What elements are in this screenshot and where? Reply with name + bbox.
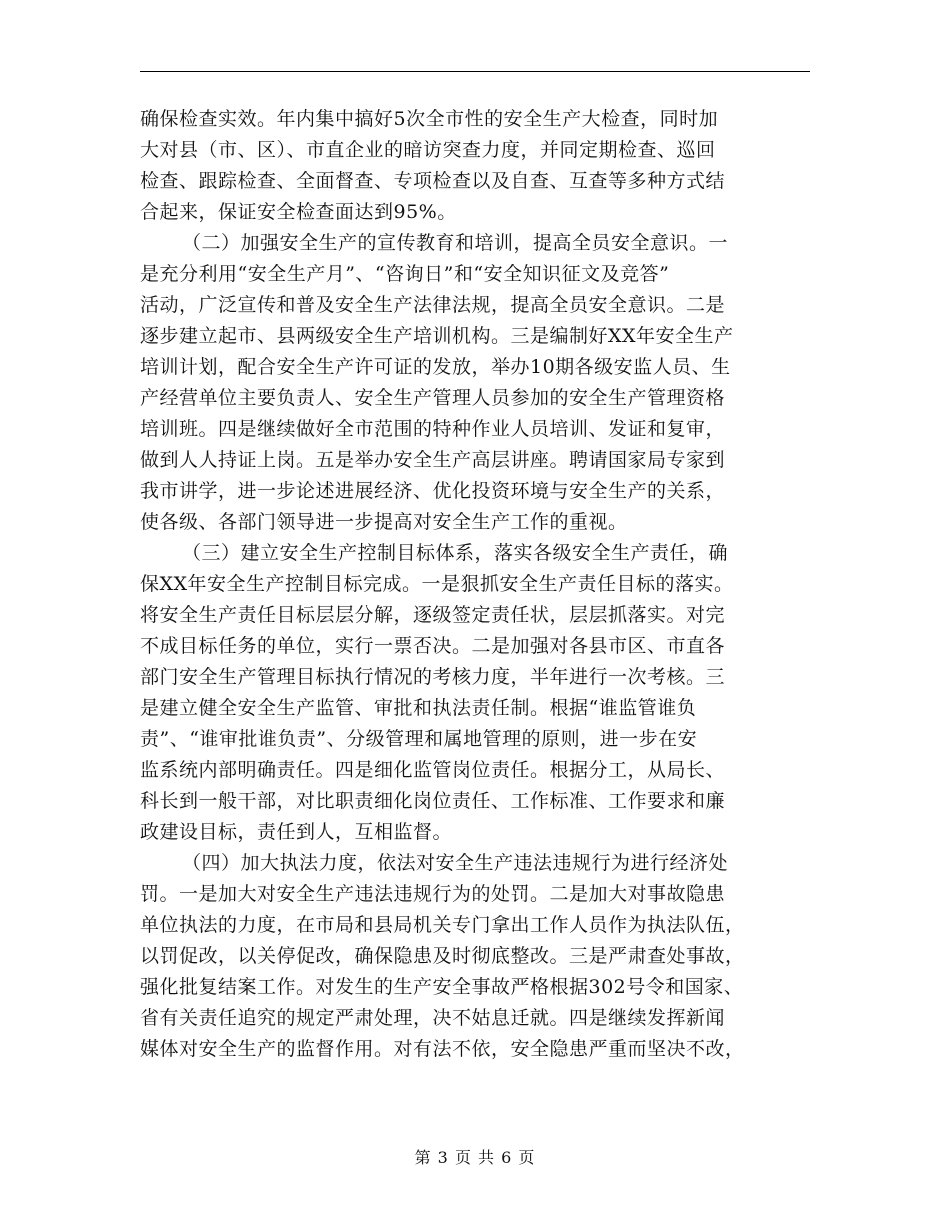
text-line: 强化批复结案工作。对发生的生产安全事故严格根据302号令和国家、 bbox=[140, 976, 744, 998]
text-line: 责”、“谁审批谁负责”、分级管理和属地管理的原则，进一步在安 bbox=[140, 728, 698, 750]
text-line: 确保检查实效。年内集中搞好5次全市性的安全生产大检查，同时加 bbox=[140, 108, 719, 130]
text-line: 我市讲学，进一步论述进展经济、优化投资环境与安全生产的关系， bbox=[140, 480, 726, 502]
text-line: 活动，广泛宣传和普及安全生产法律法规，提高全员安全意识。二是 bbox=[140, 294, 726, 316]
text-line: （三）建立安全生产控制目标体系，落实各级安全生产责任，确 bbox=[182, 542, 729, 564]
text-line: 保XX年安全生产控制目标完成。一是狠抓安全生产责任目标的落实。 bbox=[140, 573, 734, 595]
text-line: 培训班。四是继续做好全市范围的特种作业人员培训、发证和复审， bbox=[140, 418, 726, 440]
text-line: 做到人人持证上岗。五是举办安全生产高层讲座。聘请国家局专家到 bbox=[140, 449, 726, 471]
text-line: 不成目标任务的单位，实行一票否决。二是加强对各县市区、市直各 bbox=[140, 635, 726, 657]
text-line: 培训计划，配合安全生产许可证的发放，举办10期各级安监人员、生 bbox=[140, 356, 731, 378]
text-line: 大对县（市、区）、市直企业的暗访突查力度，并同定期检查、巡回 bbox=[140, 139, 716, 161]
text-line: 逐步建立起市、县两级安全生产培训机构。三是编制好XX年安全生产 bbox=[140, 325, 734, 347]
document-body bbox=[140, 104, 810, 1065]
text-line: 将安全生产责任目标层层分解，逐级签定责任状，层层抓落实。对完 bbox=[140, 604, 726, 626]
text-line: 是充分利用“安全生产月”、“咨询日”和“安全知识征文及竞答” bbox=[140, 263, 670, 285]
text-line: 罚。一是加大对安全生产违法违规行为的处罚。二是加大对事故隐患 bbox=[140, 883, 726, 905]
text-line: （二）加强安全生产的宣传教育和培训，提高全员安全意识。一 bbox=[182, 232, 729, 254]
text-line: 政建设目标，责任到人，互相监督。 bbox=[140, 821, 453, 843]
text-line: 单位执法的力度，在市局和县局机关专门拿出工作人员作为执法队伍， bbox=[140, 914, 745, 936]
text-line: 合起来，保证安全检查面达到95%。 bbox=[140, 201, 457, 223]
text-line: 科长到一般干部，对比职责细化岗位责任、工作标准、工作要求和廉 bbox=[140, 790, 726, 812]
text-line: 省有关责任追究的规定严肃处理，决不姑息迁就。四是继续发挥新闻 bbox=[140, 1007, 726, 1029]
text-line: 媒体对安全生产的监督作用。对有法不依，安全隐患严重而坚决不改， bbox=[140, 1038, 745, 1060]
text-line: 检查、跟踪检查、全面督查、专项检查以及自查、互查等多种方式结 bbox=[140, 170, 726, 192]
header-rule bbox=[140, 71, 810, 72]
text-line: 监系统内部明确责任。四是细化监管岗位责任。根据分工，从局长、 bbox=[140, 759, 726, 781]
text-line: 是建立健全安全生产监管、审批和执法责任制。根据“谁监管谁负 bbox=[140, 697, 697, 719]
text-line: （四）加大执法力度，依法对安全生产违法违规行为进行经济处 bbox=[182, 852, 729, 874]
text-line: 产经营单位主要负责人、安全生产管理人员参加的安全生产管理资格 bbox=[140, 387, 726, 409]
text-line: 部门安全生产管理目标执行情况的考核力度，半年进行一次考核。三 bbox=[140, 666, 726, 688]
page-number-footer: 第 3 页 共 6 页 bbox=[414, 1148, 536, 1167]
text-line: 使各级、各部门领导进一步提高对安全生产工作的重视。 bbox=[140, 511, 628, 533]
text-line: 以罚促改，以关停促改，确保隐患及时彻底整改。三是严肃查处事故， bbox=[140, 945, 745, 967]
